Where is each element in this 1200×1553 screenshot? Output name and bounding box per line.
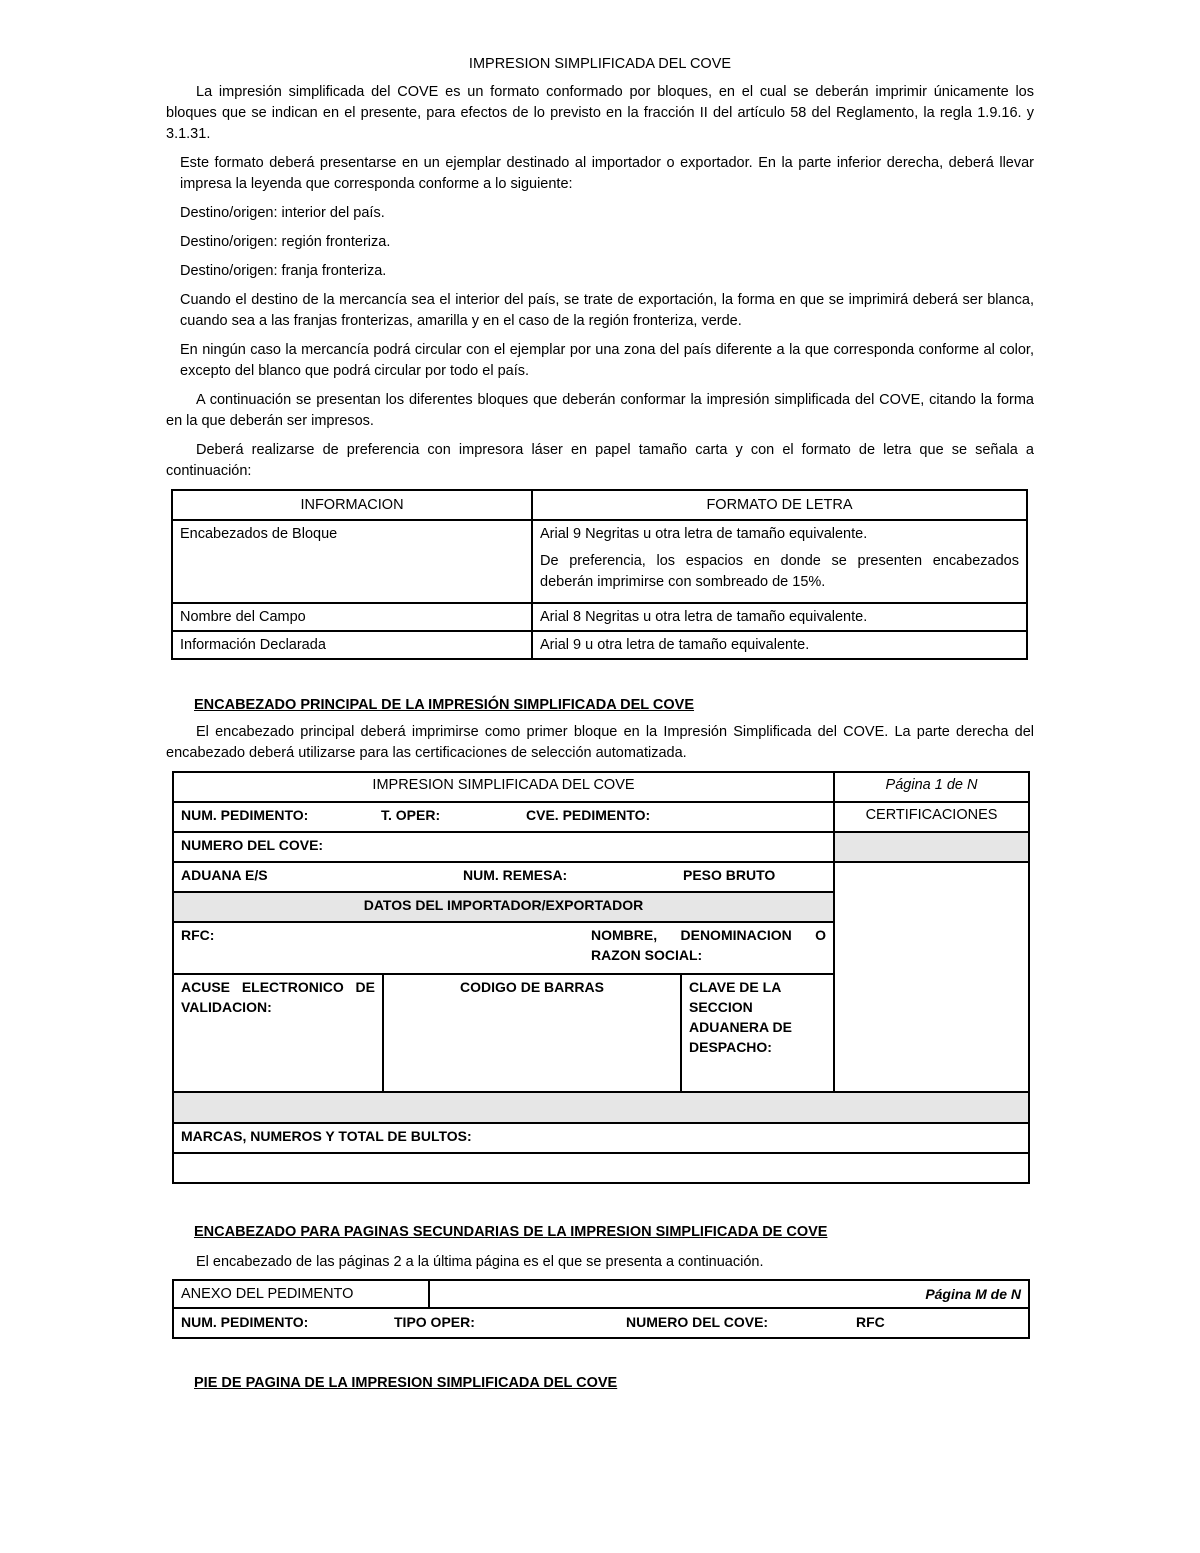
anexo-cell: ANEXO DEL PEDIMENTO	[173, 1280, 429, 1308]
datos-importador-cell: DATOS DEL IMPORTADOR/EXPORTADOR	[173, 892, 834, 922]
font-format-table	[171, 489, 1028, 660]
format-paragraph: Este formato deberá presentarse en un ejemplar destinado al importador o exportador. En la parte inferior derecha, deberá llevar impresa la leyenda que corresponda conforme a lo siguiente:	[180, 155, 1034, 192]
pedimento-row	[173, 802, 834, 832]
section-heading: ENCABEZADO PRINCIPAL DE LA IMPRESIÓN SIMPLIFICADA DEL COVE	[194, 697, 695, 713]
clave-seccion-cell: CLAVE DE LA SECCION ADUANERA DE DESPACHO:	[681, 974, 834, 1092]
table-header-row	[172, 490, 1027, 520]
intro-paragraph: La impresión simplificada del COVE es un formato conformado por bloques, en el cual se deberán imprimir únicamente los bloques que se indican en el presente, para efectos de lo previsto en la fracción II del artículo 58 del Reglamento, la regla 1.9.16. y 3.1.31.	[166, 84, 1034, 142]
section-text: El encabezado principal deberá imprimirse como primer bloque en la Impresión Simplificada del COVE. La parte derecha del encabezado deberá utilizarse para las certificaciones de selección automatizada.	[166, 724, 1034, 761]
document-body	[166, 56, 1034, 490]
printer-paragraph: Deberá realizarse de preferencia con impresora láser en papel tamaño carta y con el formato de letra que se señala a continuación:	[166, 442, 1034, 479]
tipo-oper-label: TIPO OPER:	[394, 1314, 475, 1330]
destino-interior: Destino/origen: interior del país.	[180, 205, 385, 221]
marcas-cell: MARCAS, NUMEROS Y TOTAL DE BULTOS:	[173, 1123, 1029, 1153]
rfc-label: RFC:	[181, 927, 215, 943]
certificaciones-area	[834, 862, 1029, 1092]
page-m-cell: Página M de N	[429, 1280, 1029, 1308]
section-text: El encabezado de las páginas 2 a la última página es el que se presenta a continuación.	[196, 1254, 764, 1270]
page-number-cell: Página 1 de N	[834, 772, 1029, 802]
document-title: IMPRESION SIMPLIFICADA DEL COVE	[468, 56, 732, 72]
peso-bruto-label: PESO BRUTO	[683, 867, 776, 883]
marcas-value-cell	[173, 1153, 1029, 1183]
certificaciones-cell: CERTIFICACIONES	[834, 802, 1029, 832]
format-line: Arial 9 Negritas u otra letra de tamaño equivalente.	[540, 526, 868, 542]
section-main-header	[166, 695, 1034, 772]
header-informacion: INFORMACION	[172, 490, 532, 520]
aduana-label: ADUANA E/S	[181, 867, 268, 883]
shaded-separator-row	[173, 1092, 1029, 1123]
nombre-label: NOMBRE, DENOMINACION O RAZON SOCIAL:	[591, 927, 826, 963]
table-row	[172, 520, 1027, 603]
numero-cove-cell: NUMERO DEL COVE:	[173, 832, 834, 862]
section-footer	[194, 1373, 617, 1394]
cell-nombre-campo-format: Arial 8 Negritas u otra letra de tamaño equivalente.	[532, 603, 1027, 631]
numero-cove-label: NUMERO DEL COVE:	[626, 1314, 769, 1330]
main-title-cell: IMPRESION SIMPLIFICADA DEL COVE	[173, 772, 834, 802]
destino-franja: Destino/origen: franja fronteriza.	[180, 263, 387, 279]
cell-nombre-campo: Nombre del Campo	[172, 603, 532, 631]
main-header-table	[172, 771, 1030, 1184]
circulation-paragraph: En ningún caso la mercancía podrá circular con el ejemplar por una zona del país diferente a la que corresponda conforme al color, excepto del blanco que podrá circular por todo el país.	[180, 342, 1034, 379]
certificaciones-shaded-cell	[834, 832, 1029, 862]
aduana-row	[173, 862, 834, 892]
cell-encabezados-format	[532, 520, 1027, 603]
t-oper-label: T. OPER:	[381, 807, 441, 823]
color-paragraph: Cuando el destino de la mercancía sea el interior del país, se trate de exportación, la forma en que se imprimirá deberá ser blanca, cuando sea a las franjas fronterizas, amarilla y en el caso de la región fronteriza, verde.	[180, 292, 1034, 329]
secondary-header-table	[172, 1279, 1030, 1339]
num-pedimento-label: NUM. PEDIMENTO:	[181, 807, 309, 823]
codigo-barras-cell: CODIGO DE BARRAS	[383, 974, 681, 1092]
num-remesa-label: NUM. REMESA:	[463, 867, 568, 883]
cell-info-declarada-format: Arial 9 u otra letra de tamaño equivalente.	[532, 631, 1027, 659]
secondary-fields-row	[173, 1308, 1029, 1338]
cell-encabezados: Encabezados de Bloque	[172, 520, 532, 603]
blocks-paragraph: A continuación se presentan los diferentes bloques que deberán conformar la impresión simplificada del COVE, citando la forma en la que deberán ser impresos.	[166, 392, 1034, 429]
num-pedimento-label: NUM. PEDIMENTO:	[181, 1314, 309, 1330]
table-row	[172, 603, 1027, 631]
section-heading: PIE DE PAGINA DE LA IMPRESION SIMPLIFICADA DEL COVE	[194, 1375, 618, 1391]
rfc-nombre-row	[173, 922, 834, 974]
destino-region: Destino/origen: región fronteriza.	[180, 234, 391, 250]
table-row	[172, 631, 1027, 659]
format-shading-note: De preferencia, los espacios en donde se presenten encabezados deberán imprimirse con sombreado de 15%.	[540, 553, 1019, 590]
acuse-cell: ACUSE ELECTRONICO DE VALIDACION:	[173, 974, 383, 1092]
section-heading: ENCABEZADO PARA PAGINAS SECUNDARIAS DE LA IMPRESION SIMPLIFICADA DE COVE	[194, 1224, 828, 1240]
header-formato: FORMATO DE LETRA	[532, 490, 1027, 520]
section-secondary-header	[166, 1222, 1034, 1281]
cve-pedimento-label: CVE. PEDIMENTO:	[526, 807, 651, 823]
cell-info-declarada: Información Declarada	[172, 631, 532, 659]
rfc-label: RFC	[856, 1314, 885, 1330]
